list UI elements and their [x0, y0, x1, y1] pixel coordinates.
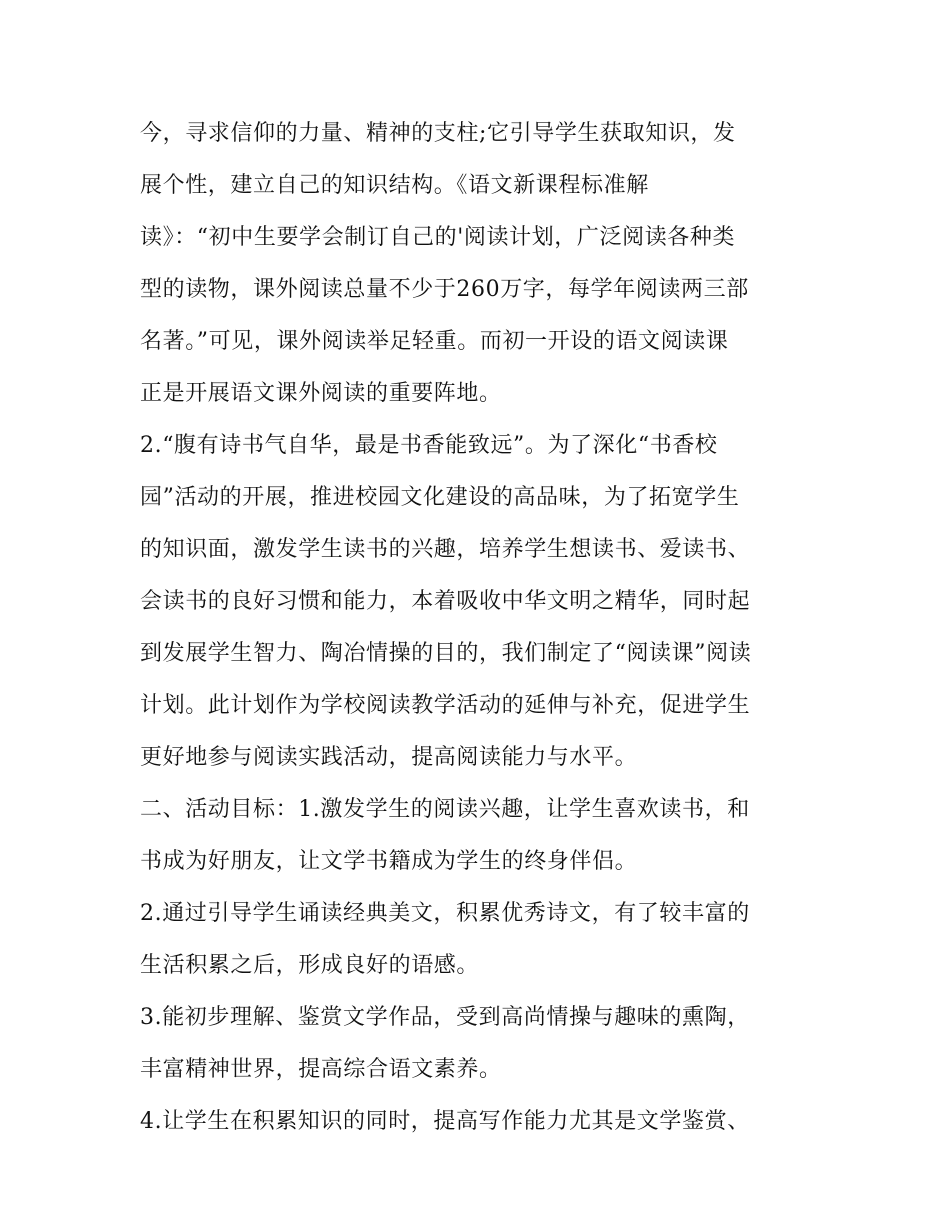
- text-line: 型的读物，课外阅读总量不少于260万字，每学年阅读两三部: [140, 277, 749, 302]
- text-line: 丰富精神世界，提高综合语文素养。: [140, 1057, 502, 1082]
- text-line: 展个性，建立自己的知识结构。《语文新课程标准解: [140, 173, 649, 198]
- text-line: 2.通过引导学生诵读经典美文，积累优秀诗文，有了较丰富的: [140, 901, 750, 926]
- text-line: 正是开展语文课外阅读的重要阵地。: [140, 381, 502, 406]
- text-line: 计划。此计划作为学校阅读教学活动的延伸与补充，促进学生: [140, 693, 751, 718]
- text-line: 到发展学生智力、陶冶情操的目的，我们制定了“阅读课”阅读: [140, 641, 752, 666]
- text-line: 3.能初步理解、鉴赏文学作品，受到高尚情操与趣味的熏陶，: [140, 1005, 750, 1030]
- text-line: 园”活动的开展，推进校园文化建设的高品味，为了拓宽学生: [140, 485, 740, 510]
- text-line: 2.“腹有诗书气自华，最是书香能致远”。为了深化“书香校: [140, 433, 718, 458]
- text-line: 读》：“初中生要学会制订自己的'阅读计划，广泛阅读各种类: [140, 225, 736, 250]
- text-line: 生活积累之后，形成良好的语感。: [140, 953, 480, 978]
- text-line: 的知识面，激发学生读书的兴趣，培养学生想读书、爱读书、: [140, 537, 751, 562]
- text-line: 二、活动目标：1.激发学生的阅读兴趣，让学生喜欢读书，和: [140, 797, 750, 822]
- text-line: 名著。”可见，课外阅读举足轻重。而初一开设的语文阅读课: [140, 329, 729, 354]
- text-line: 4.让学生在积累知识的同时，提高写作能力尤其是文学鉴赏、: [140, 1109, 750, 1134]
- text-line: 会读书的良好习惯和能力，本着吸收中华文明之精华，同时起: [140, 589, 751, 614]
- body-text: [140, 108, 820, 1148]
- text-line: 书成为好朋友，让文学书籍成为学生的终身伴侣。: [140, 849, 638, 874]
- text-line: 更好地参与阅读实践活动，提高阅读能力与水平。: [140, 745, 638, 770]
- text-line: 今，寻求信仰的力量、精神的支柱;它引导学生获取知识，发: [140, 121, 736, 146]
